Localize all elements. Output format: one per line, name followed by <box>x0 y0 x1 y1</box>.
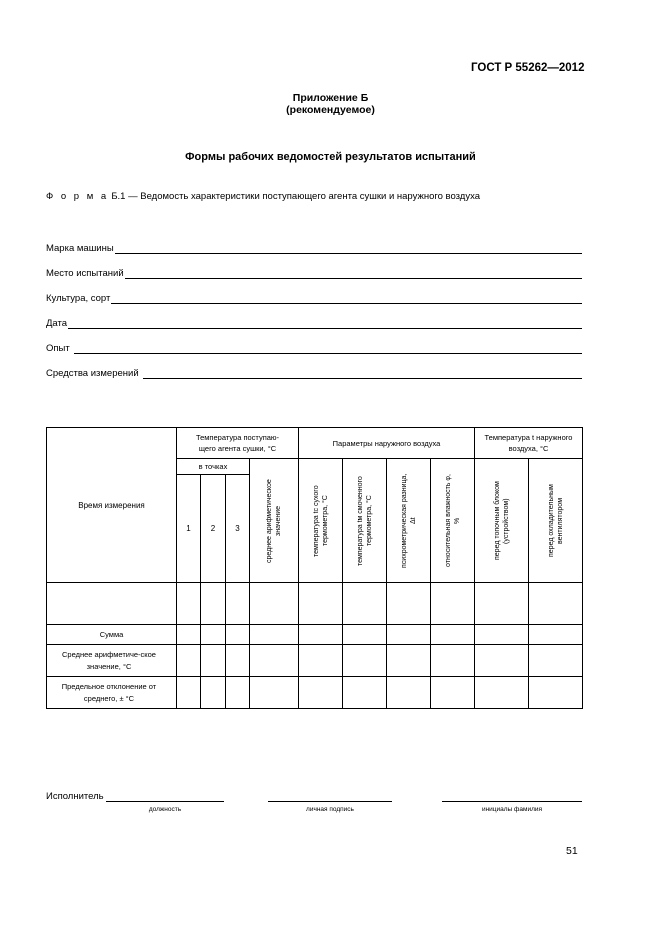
field-underline <box>115 242 582 254</box>
position-underline <box>106 801 224 802</box>
row-label: Среднее арифметиче-ское значение, °С <box>47 645 177 677</box>
before-furnace-header: перед топочным блоком (устройством) <box>475 459 529 583</box>
signature-caption: личная подпись <box>306 806 354 813</box>
standard-number: ГОСТ Р 55262—2012 <box>471 62 585 74</box>
field-underline <box>125 267 582 279</box>
field-date <box>46 315 582 329</box>
outer-temp-t-header: Температура t наружного воздуха, °С <box>475 428 583 459</box>
name-caption: инициалы фамилия <box>481 806 543 813</box>
point-3-header: 3 <box>226 475 250 583</box>
row-label <box>47 583 177 625</box>
dry-temp-header: температура tc сухого термометра, °С <box>299 459 343 583</box>
field-experiment <box>46 340 582 354</box>
position-caption: должность <box>148 806 182 813</box>
table-row <box>47 677 583 709</box>
wet-temp-header: температура tм смоченного термометра, °С <box>343 459 387 583</box>
annex-title: Приложение Б <box>292 92 369 104</box>
annex-subtitle: (рекомендуемое) <box>286 104 375 116</box>
field-underline <box>143 367 582 379</box>
row-label: Предельное отклонение от среднего, ± °С <box>47 677 177 709</box>
results-table <box>46 427 583 709</box>
form-prefix: Ф о р м а <box>46 191 109 202</box>
field-underline <box>68 317 582 329</box>
field-measuring-means <box>46 365 582 379</box>
forms-title: Формы рабочих ведомостей результатов испытаний <box>185 151 476 163</box>
table-row <box>47 625 583 645</box>
form-number: Б.1 <box>111 191 126 202</box>
field-crop-variety <box>46 290 582 304</box>
field-label: Дата <box>46 318 68 329</box>
points-header: в точках <box>177 459 250 475</box>
point-1-header: 1 <box>177 475 201 583</box>
field-underline <box>111 292 582 304</box>
field-label: Культура, сорт <box>46 293 111 304</box>
row-label: Сумма <box>47 625 177 645</box>
executor-label: Исполнитель <box>46 791 104 802</box>
time-header: Время измерения <box>47 428 177 583</box>
field-machine-brand <box>46 240 582 254</box>
before-fan-header: перед охладительным вентилятором <box>529 459 583 583</box>
field-underline <box>74 342 582 354</box>
point-2-header: 2 <box>201 475 226 583</box>
field-label: Опыт <box>46 343 70 354</box>
name-underline <box>442 801 582 802</box>
psychro-diff-header: психрометрическая разница, Δt <box>387 459 431 583</box>
form-caption-text: — Ведомость характеристики поступающего агента сушки и наружного воздуха <box>125 191 481 202</box>
outer-air-header: Параметры наружного воздуха <box>299 428 475 459</box>
mean-header: среднее арифметическое значение <box>250 459 299 583</box>
humidity-header: относительная влажность φ, % <box>431 459 475 583</box>
field-label: Место испытаний <box>46 268 124 279</box>
table-row <box>47 583 583 625</box>
form-caption <box>46 191 480 202</box>
field-test-place <box>46 265 582 279</box>
agent-temp-header: Температура поступаю-щего агента сушки, °С <box>177 428 299 459</box>
table-row <box>47 645 583 677</box>
field-label: Марка машины <box>46 243 114 254</box>
field-label: Средства измерений <box>46 368 139 379</box>
page-number: 51 <box>566 845 578 857</box>
signature-underline <box>268 801 392 802</box>
